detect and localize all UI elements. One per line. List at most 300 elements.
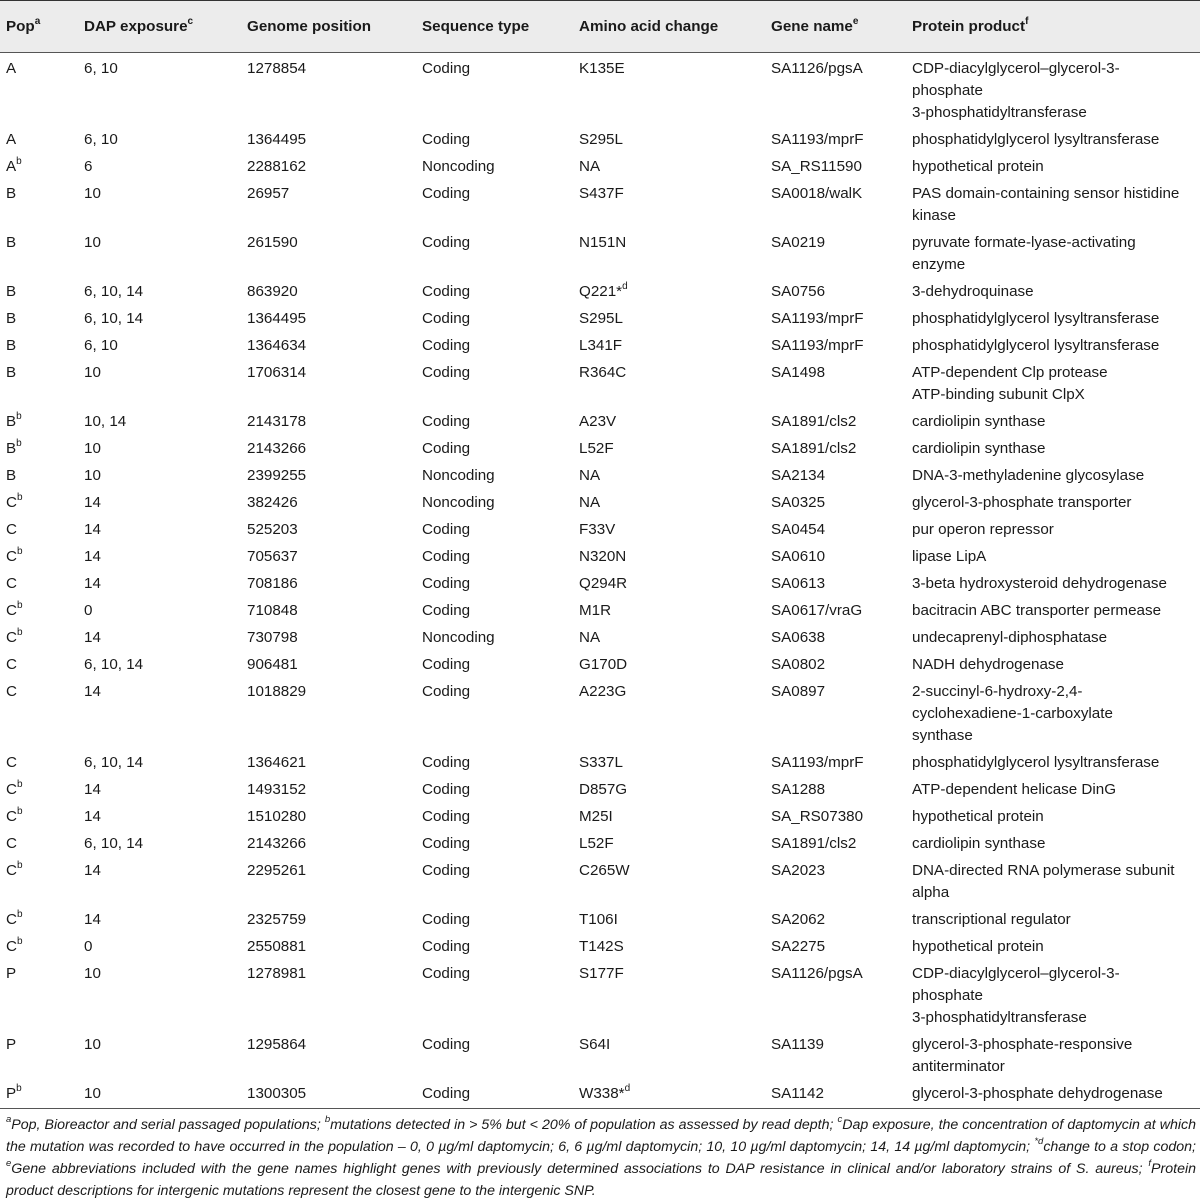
protein-product-cell (906, 433, 1200, 460)
sequence-type-cell: Coding (422, 575, 471, 592)
pop-value: C (6, 938, 17, 955)
column-header-label: Protein product (912, 18, 1026, 35)
pop-footnote-mark: b (16, 155, 22, 167)
genome-position-cell: 1493152 (247, 781, 307, 798)
gene-name-cell: SA1193/mprF (771, 337, 864, 354)
pop-footnote-mark: b (16, 859, 23, 871)
amino-acid-value: S337L (579, 754, 623, 771)
column-header (906, 1, 1200, 53)
column-header-footnote-mark: c (187, 15, 194, 27)
genome-position-cell: 2143266 (247, 835, 307, 852)
pop-value: A (6, 60, 17, 77)
dap-exposure-cell: 10 (84, 965, 101, 982)
pop-footnote-mark: b (16, 545, 23, 557)
sequence-type-cell: Coding (422, 862, 471, 879)
genome-position-cell: 2550881 (247, 938, 307, 955)
protein-product-cell (906, 568, 1200, 595)
gene-name-cell: SA2275 (771, 938, 826, 955)
footnote-mark: f (1148, 1158, 1152, 1170)
column-header-footnote-mark: a (34, 15, 41, 27)
pop-cell (0, 406, 78, 433)
gene-name-cell: SA0613 (771, 575, 826, 592)
amino-acid-change-cell (573, 487, 765, 514)
protein-product-line: 3-phosphatidyltransferase (912, 104, 1087, 121)
table-row (0, 53, 1200, 125)
sequence-type-cell: Noncoding (422, 494, 495, 511)
sequence-type-cell: Coding (422, 911, 471, 928)
table-row (0, 124, 1200, 151)
sequence-type-cell: Coding (422, 1036, 471, 1053)
footnote-mark: e (6, 1158, 12, 1170)
amino-acid-value: K135E (579, 60, 625, 77)
dap-exposure-cell: 10 (84, 364, 101, 381)
pop-value: C (6, 683, 17, 700)
sequence-type-cell: Coding (422, 835, 471, 852)
pop-value: B (6, 310, 17, 327)
gene-name-cell: SA0802 (771, 656, 826, 673)
pop-footnote-mark: b (16, 626, 23, 638)
gene-name-cell: SA1193/mprF (771, 754, 864, 771)
pop-footnote-mark: b (16, 935, 23, 947)
dap-exposure-cell: 6 (84, 158, 93, 175)
pop-cell (0, 747, 78, 774)
amino-acid-change-cell (573, 53, 765, 125)
amino-acid-value: A23V (579, 413, 617, 430)
protein-product-line: phosphatidylglycerol lysyltransferase (912, 310, 1160, 327)
protein-product-line: enzyme (912, 256, 966, 273)
amino-acid-change-cell (573, 514, 765, 541)
protein-product-cell (906, 931, 1200, 958)
pop-cell (0, 178, 78, 227)
protein-product-cell (906, 303, 1200, 330)
amino-acid-change-cell (573, 406, 765, 433)
amino-acid-value: L341F (579, 337, 623, 354)
genome-position-cell: 863920 (247, 283, 298, 300)
table-row (0, 303, 1200, 330)
pop-value: C (6, 548, 17, 565)
gene-name-cell: SA1891/cls2 (771, 440, 857, 457)
column-header-label: Genome position (247, 18, 372, 35)
table-row (0, 514, 1200, 541)
dap-exposure-cell: 14 (84, 808, 101, 825)
genome-position-cell: 705637 (247, 548, 298, 565)
genome-position-cell: 1364495 (247, 310, 307, 327)
amino-acid-value: S295L (579, 310, 623, 327)
pop-cell (0, 151, 78, 178)
dap-exposure-cell: 14 (84, 911, 101, 928)
pop-cell (0, 330, 78, 357)
protein-product-line: 3-beta hydroxysteroid dehydrogenase (912, 575, 1167, 592)
genome-position-cell: 1278981 (247, 965, 307, 982)
amino-acid-change-cell (573, 1078, 765, 1109)
amino-acid-change-cell (573, 178, 765, 227)
pop-value: A (6, 158, 17, 175)
amino-acid-value: T142S (579, 938, 624, 955)
table-body (0, 53, 1200, 1109)
gene-name-cell: SA1891/cls2 (771, 413, 857, 430)
protein-product-line: undecaprenyl-diphosphatase (912, 629, 1108, 646)
protein-product-line: glycerol-3-phosphate transporter (912, 494, 1132, 511)
table-row (0, 855, 1200, 904)
gene-name-cell: SA1142 (765, 1078, 906, 1109)
protein-product-line: ATP-dependent helicase DinG (912, 781, 1117, 798)
pop-footnote-mark: b (16, 778, 23, 790)
dap-exposure-cell: 6, 10, 14 (84, 310, 144, 327)
pop-value: C (6, 521, 17, 538)
sequence-type-cell: Coding (422, 440, 471, 457)
footnote-mark: b (324, 1114, 331, 1126)
table-row (0, 460, 1200, 487)
protein-product-cell (906, 151, 1200, 178)
amino-acid-value: NA (579, 629, 601, 646)
sequence-type-cell: Coding (422, 364, 471, 381)
dap-exposure-cell: 14 (84, 862, 101, 879)
column-header-footnote-mark: e (852, 15, 859, 27)
table-row (0, 541, 1200, 568)
amino-acid-change-cell (573, 227, 765, 276)
protein-product-line: ATP-dependent Clp protease (912, 364, 1108, 381)
pop-value: C (6, 781, 17, 798)
protein-product-line: 3-dehydroquinase (912, 283, 1034, 300)
genome-position-cell: 2143266 (247, 440, 307, 457)
gene-name-cell: SA1139 (771, 1036, 824, 1053)
pop-cell (0, 595, 78, 622)
dap-exposure-cell: 10, 14 (84, 413, 127, 430)
dap-exposure-cell: 14 (84, 494, 101, 511)
protein-product-line: glycerol-3-phosphate dehydrogenase (912, 1085, 1163, 1102)
protein-product-line: DNA-directed RNA polymerase subunit (912, 862, 1175, 879)
amino-acid-value: F33V (579, 521, 616, 538)
table-row (0, 622, 1200, 649)
column-header (416, 1, 573, 53)
pop-cell (0, 622, 78, 649)
table-row (0, 747, 1200, 774)
pop-value: C (6, 754, 17, 771)
footnote-text: Dap exposure, the concentration of daptomycin at which the mutation was recorded to have occurred in the population – 0, 0 µg/ml daptomycin; 6, 6 µg/ml daptomycin; 10, 10 µg/ml daptomycin; 14, 14 µg/ml daptomycin; (6, 1117, 1196, 1155)
dap-exposure-cell: 6, 10 (84, 60, 118, 77)
protein-product-line: hypothetical protein (912, 808, 1044, 825)
amino-acid-footnote-mark: d (624, 1082, 631, 1094)
column-header-label: Pop (6, 18, 35, 35)
pop-cell (0, 1078, 78, 1109)
table-row (0, 1029, 1200, 1078)
pop-value: A (6, 131, 17, 148)
amino-acid-value: T106I (579, 911, 618, 928)
amino-acid-value: R364C (579, 364, 627, 381)
pop-value: C (6, 575, 17, 592)
protein-product-line: hypothetical protein (912, 158, 1044, 175)
footnote-text: mutations detected in > 5% but < 20% of population as assessed by read depth; (330, 1117, 838, 1133)
pop-footnote-mark: b (16, 1082, 22, 1094)
pop-footnote-mark: b (16, 599, 23, 611)
column-header (78, 1, 241, 53)
sequence-type-cell: Noncoding (422, 629, 495, 646)
dap-exposure-cell: 0 (84, 602, 93, 619)
dap-exposure-cell: 14 (84, 521, 101, 538)
pop-cell (0, 514, 78, 541)
protein-product-line: bacitracin ABC transporter permease (912, 602, 1162, 619)
dap-exposure-cell: 6, 10 (84, 337, 118, 354)
protein-product-line: antiterminator (912, 1058, 1005, 1075)
table-row (0, 357, 1200, 406)
sequence-type-cell: Coding (422, 283, 471, 300)
pop-value: C (6, 602, 17, 619)
protein-product-line: cardiolipin synthase (912, 413, 1046, 430)
protein-product-cell (906, 227, 1200, 276)
amino-acid-change-cell (573, 433, 765, 460)
protein-product-line: DNA-3-methyladenine glycosylase (912, 467, 1145, 484)
table-row (0, 1078, 1200, 1109)
dap-exposure-cell: 6, 10, 14 (84, 754, 144, 771)
protein-product-line: lipase LipA (912, 548, 987, 565)
protein-product-line: transcriptional regulator (912, 911, 1071, 928)
pop-cell (0, 460, 78, 487)
dap-exposure-cell: 10 (84, 440, 101, 457)
protein-product-cell (906, 406, 1200, 433)
amino-acid-value: Q294R (579, 575, 628, 592)
sequence-type-cell: Noncoding (422, 158, 495, 175)
amino-acid-change-cell (573, 151, 765, 178)
sequence-type-cell: Coding (422, 413, 471, 430)
amino-acid-value: C265W (579, 862, 630, 879)
table-row (0, 568, 1200, 595)
pop-value: B (6, 337, 17, 354)
amino-acid-change-cell (573, 855, 765, 904)
dap-exposure-cell: 10 (84, 185, 101, 202)
genome-position-cell: 1706314 (247, 364, 307, 381)
table-row (0, 227, 1200, 276)
table-row (0, 904, 1200, 931)
pop-footnote-mark: b (16, 491, 23, 503)
protein-product-cell (906, 649, 1200, 676)
genome-position-cell: 1364634 (247, 337, 307, 354)
footnote-text: Pop, Bioreactor and serial passaged populations; (11, 1117, 325, 1133)
table-footnotes (6, 1114, 1196, 1202)
genome-position-cell: 1278854 (247, 60, 307, 77)
pop-cell (0, 828, 78, 855)
amino-acid-value: NA (579, 158, 601, 175)
amino-acid-change-cell (573, 357, 765, 406)
protein-product-line: pyruvate formate-lyase-activating (912, 234, 1136, 251)
genome-position-cell: 710848 (247, 602, 298, 619)
sequence-type-cell: Coding (422, 808, 471, 825)
protein-product-line: pur operon repressor (912, 521, 1054, 538)
pop-cell (0, 649, 78, 676)
gene-name-cell: SA0897 (771, 683, 826, 700)
protein-product-cell (906, 1029, 1200, 1078)
amino-acid-value: L52F (579, 440, 614, 457)
gene-name-cell: SA0219 (771, 234, 826, 251)
sequence-type-cell: Coding (422, 234, 471, 251)
sequence-type-cell: Coding (422, 965, 471, 982)
amino-acid-value: S295L (579, 131, 623, 148)
sequence-type-cell: Coding (422, 60, 471, 77)
protein-product-line: phosphate (912, 82, 983, 99)
genome-position-cell: 708186 (247, 575, 298, 592)
dap-exposure-cell: 10 (78, 1078, 241, 1109)
amino-acid-value: A223G (579, 683, 627, 700)
sequence-type-cell: Coding (422, 310, 471, 327)
pop-value: B (6, 234, 17, 251)
genome-position-cell: 2399255 (247, 467, 307, 484)
genome-position-cell: 730798 (247, 629, 298, 646)
gene-name-cell: SA0018/walK (771, 185, 863, 202)
protein-product-cell (906, 622, 1200, 649)
pop-cell (0, 931, 78, 958)
pop-cell (0, 53, 78, 125)
pop-cell (0, 1029, 78, 1078)
pop-cell (0, 276, 78, 303)
protein-product-line: phosphate (912, 987, 983, 1004)
amino-acid-change-cell (573, 801, 765, 828)
pop-cell (0, 801, 78, 828)
protein-product-cell (906, 828, 1200, 855)
protein-product-cell (906, 747, 1200, 774)
protein-product-cell (906, 460, 1200, 487)
pop-value: C (6, 911, 17, 928)
protein-product-line: 2-succinyl-6-hydroxy-2,4- (912, 683, 1083, 700)
genome-position-cell: 2143178 (247, 413, 307, 430)
pop-cell (0, 904, 78, 931)
amino-acid-value: S177F (579, 965, 624, 982)
amino-acid-change-cell (573, 774, 765, 801)
dap-exposure-cell: 0 (84, 938, 93, 955)
pop-footnote-mark: b (16, 805, 23, 817)
pop-value: C (6, 862, 17, 879)
pop-value: C (6, 629, 17, 646)
gene-name-cell: SA1288 (771, 781, 826, 798)
sequence-type-cell: Coding (422, 602, 471, 619)
dap-exposure-cell: 14 (84, 548, 101, 565)
column-header (573, 1, 765, 53)
table-row (0, 931, 1200, 958)
genome-position-cell: 382426 (247, 494, 298, 511)
genome-position-cell: 2288162 (247, 158, 307, 175)
dap-exposure-cell: 10 (84, 234, 101, 251)
genome-position-cell: 525203 (247, 521, 298, 538)
protein-product-cell (906, 855, 1200, 904)
gene-name-cell: SA0617/vraG (771, 602, 863, 619)
dap-exposure-cell: 14 (84, 575, 101, 592)
amino-acid-change-cell (573, 904, 765, 931)
sequence-type-cell: Coding (422, 656, 471, 673)
genome-position-cell: 906481 (247, 656, 298, 673)
protein-product-line: alpha (912, 884, 950, 901)
amino-acid-value: W338* (579, 1085, 625, 1102)
pop-cell (0, 958, 78, 1029)
sequence-type-cell: Coding (422, 938, 471, 955)
amino-acid-change-cell (573, 676, 765, 747)
gene-name-cell: SA1193/mprF (771, 310, 864, 327)
protein-product-line: cardiolipin synthase (912, 835, 1046, 852)
protein-product-line: synthase (912, 727, 973, 744)
protein-product-cell (906, 958, 1200, 1029)
genome-position-cell: 26957 (247, 185, 290, 202)
gene-name-cell: SA1498 (771, 364, 826, 381)
dap-exposure-cell: 14 (84, 629, 101, 646)
protein-product-cell (906, 676, 1200, 747)
protein-product-line: ATP-binding subunit ClpX (912, 386, 1085, 403)
protein-product-cell (906, 595, 1200, 622)
amino-acid-value: S437F (579, 185, 624, 202)
gene-name-cell: SA_RS07380 (771, 808, 864, 825)
footnote-mark: *d (1034, 1136, 1044, 1148)
genome-position-cell: 1018829 (247, 683, 307, 700)
amino-acid-change-cell (573, 828, 765, 855)
protein-product-line: hypothetical protein (912, 938, 1044, 955)
pop-value: C (6, 494, 17, 511)
pop-cell (0, 855, 78, 904)
sequence-type-cell: Coding (422, 131, 471, 148)
dap-exposure-cell: 6, 10, 14 (84, 283, 144, 300)
pop-value: B (6, 185, 17, 202)
amino-acid-change-cell (573, 595, 765, 622)
gene-name-cell: SA1891/cls2 (771, 835, 857, 852)
pop-cell (0, 303, 78, 330)
amino-acid-change-cell (573, 1029, 765, 1078)
pop-cell (0, 774, 78, 801)
header-row (0, 1, 1200, 53)
protein-product-cell (906, 124, 1200, 151)
protein-product-line: kinase (912, 207, 956, 224)
protein-product-line: NADH dehydrogenase (912, 656, 1064, 673)
amino-acid-value: S64I (579, 1036, 611, 1053)
genome-position-cell: 2295261 (247, 862, 307, 879)
amino-acid-value: D857G (579, 781, 628, 798)
pop-cell (0, 124, 78, 151)
table-row (0, 649, 1200, 676)
sequence-type-cell: Coding (422, 548, 471, 565)
gene-name-cell: SA2023 (771, 862, 826, 879)
sequence-type-cell: Coding (422, 781, 471, 798)
gene-name-cell: SA2062 (771, 911, 826, 928)
sequence-type-cell: Coding (422, 337, 471, 354)
protein-product-cell (906, 357, 1200, 406)
pop-cell (0, 357, 78, 406)
pop-value: C (6, 656, 17, 673)
sequence-type-cell: Noncoding (422, 467, 495, 484)
amino-acid-change-cell (573, 460, 765, 487)
amino-acid-value: M1R (579, 602, 612, 619)
dap-exposure-cell: 10 (84, 467, 101, 484)
amino-acid-change-cell (573, 303, 765, 330)
pop-value: C (6, 835, 17, 852)
sequence-type-cell: Coding (422, 521, 471, 538)
table-row (0, 406, 1200, 433)
footnote-text: Gene abbreviations included with the gene names highlight genes with previously determined associations to DAP resistance in clinical and/or laboratory strains of S. aureus; (11, 1161, 1149, 1177)
protein-product-cell (906, 514, 1200, 541)
protein-product-line: phosphatidylglycerol lysyltransferase (912, 754, 1160, 771)
column-header (241, 1, 416, 53)
column-header-label: Gene name (771, 18, 853, 35)
footnote-mark: a (6, 1114, 12, 1126)
column-header (765, 1, 906, 53)
amino-acid-change-cell (573, 747, 765, 774)
gene-name-cell: SA1126/pgsA (771, 60, 863, 77)
dap-exposure-cell: 6, 10, 14 (84, 656, 144, 673)
protein-product-cell (906, 541, 1200, 568)
amino-acid-change-cell (573, 622, 765, 649)
column-header (0, 1, 78, 53)
column-header-label: DAP exposure (84, 18, 188, 35)
pop-value: B (6, 413, 17, 430)
protein-product-cell (906, 801, 1200, 828)
gene-name-cell: SA1193/mprF (771, 131, 864, 148)
table-row (0, 330, 1200, 357)
protein-product-cell (906, 178, 1200, 227)
pop-footnote-mark: b (16, 410, 22, 422)
gene-name-cell: SA0610 (771, 548, 826, 565)
